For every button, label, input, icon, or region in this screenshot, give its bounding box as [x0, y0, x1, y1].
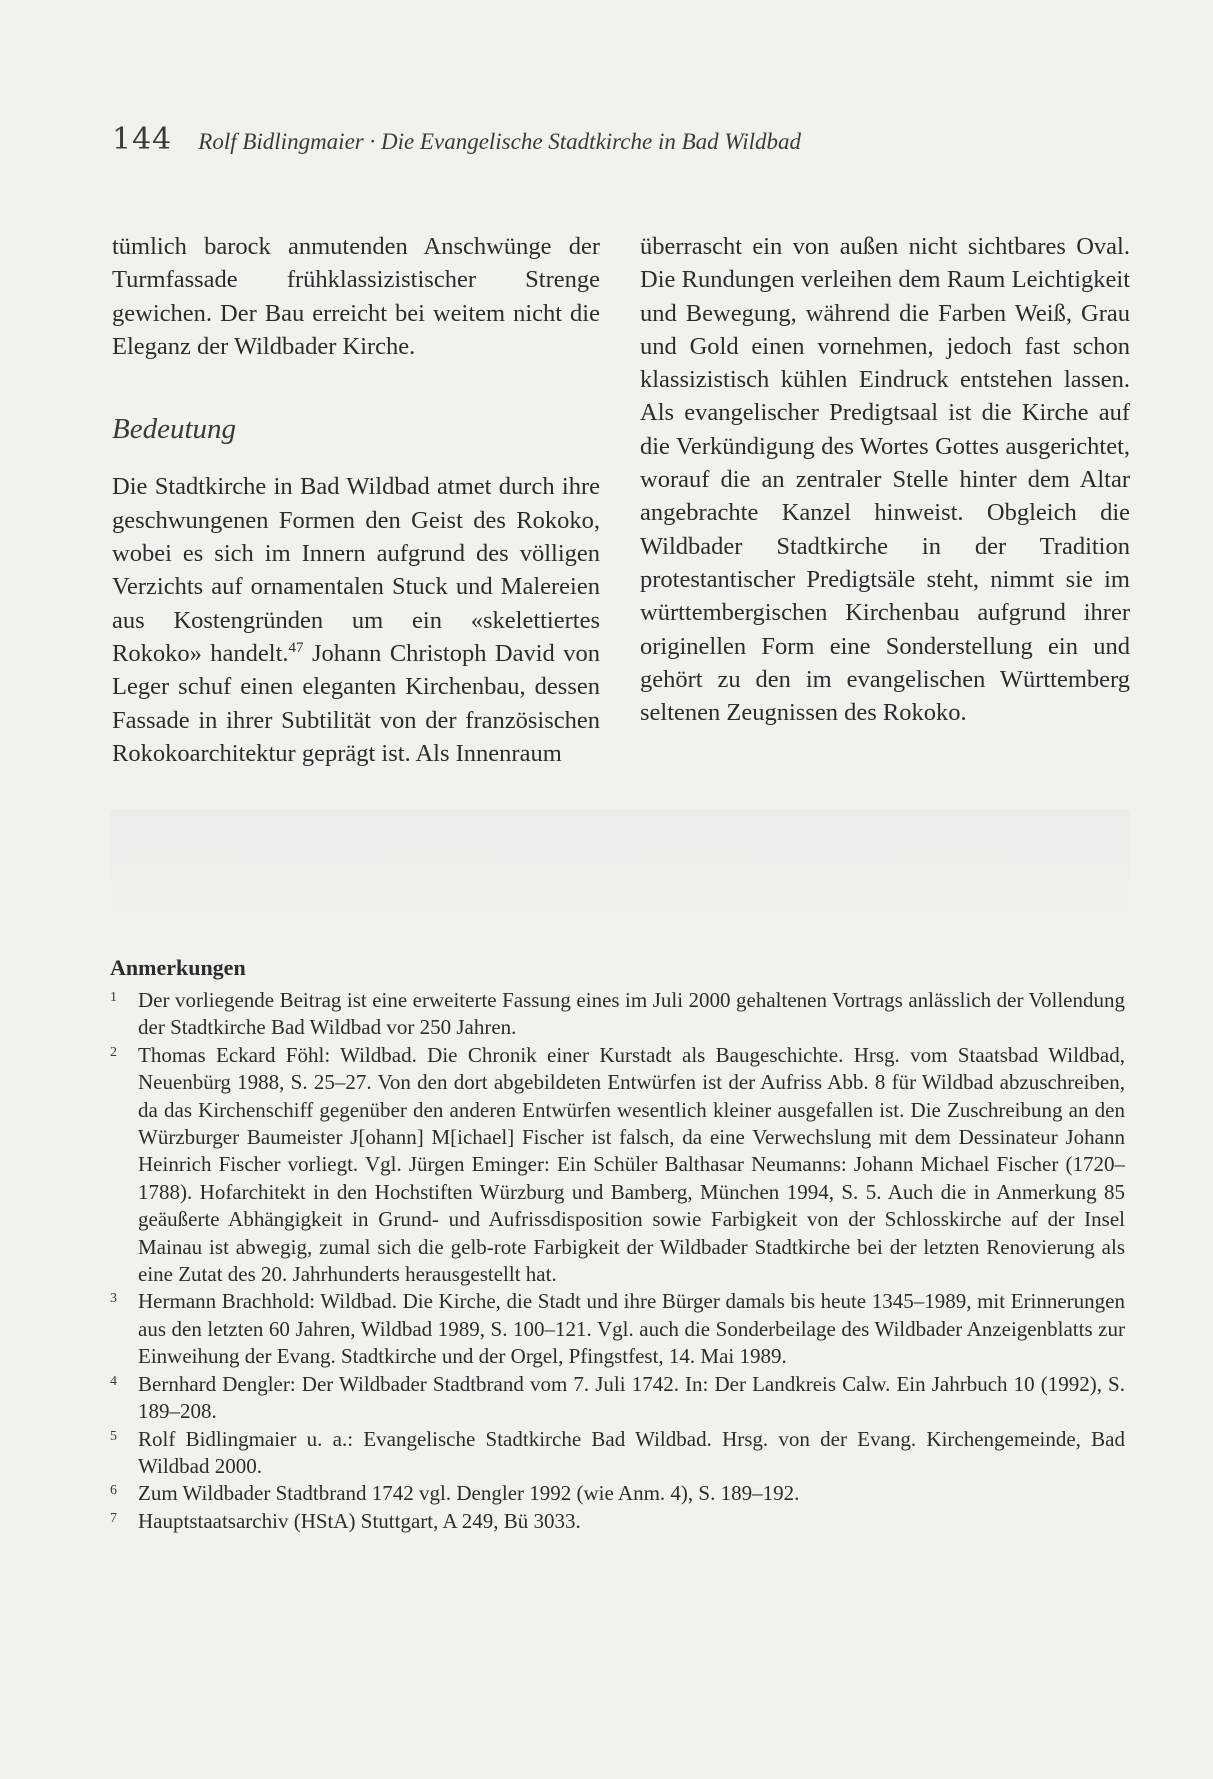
footnote: [110, 1042, 1125, 1289]
footnote-number: 1: [110, 990, 117, 1005]
footnote-number: 2: [110, 1044, 117, 1060]
footnote: [110, 987, 1125, 1042]
footnote: [110, 1371, 1125, 1426]
footnote-text: Zum Wildbader Stadtbrand 1742 vgl. Dengler 1992 (wie Anm. 4), S. 189–192.: [138, 1481, 800, 1506]
footnote-text: Bernhard Dengler: Der Wildbader Stadtbrand vom 7. Juli 1742. In: Der Landkreis Calw. Ein Jahrbuch 10 (1992), S. 189–208.: [138, 1371, 1125, 1424]
right-column: [640, 230, 1130, 729]
left-column: [112, 230, 600, 770]
left-paragraph-2-part-1: Die Stadtkirche in Bad Wildbad atmet durch ihre geschwungenen Formen den Geist des Rokoko, wobei es sich im Innern aufgrund des völligen Verzichts auf ornamentalen Stuck und Malereien aus Kostengründen um ein «skelettiertes Rokoko» handelt.: [112, 473, 600, 667]
page-number: 144: [112, 122, 173, 157]
footnote: [110, 1480, 1125, 1507]
footnote-text: Thomas Eckard Föhl: Wildbad. Die Chronik einer Kurstadt als Baugeschichte. Hrsg. vom Staatsbad Wildbad, Neuenbürg 1988, S. 25–27. Von den dort abgebildeten Entwürfen ist der Aufriss Abb. 8 für Wildbad abzuschreiben, da das Kirchenschiff gegenüber den anderen Entwürfen wesentlich kleiner ausgefallen ist. Die Zuschreibung an den Würzburger Baumeister J[ohann] M[ichael] Fischer ist falsch, da eine Verwechslung mit dem Dessinateur Johann Heinrich Fischer vorliegt. Vgl. Jürgen Eminger: Ein Schüler Balthasar Neumanns: Johann Michael Fischer (1720–1788). Hofarchitekt in den Hochstiften Würzburg und Bamberg, München 1994, S. 5. Auch die in Anmerkung 85 geäußerte Abhängigkeit in Grund- und Aufrissdisposition sowie Farbigkeit von der Schlosskirche auf der Insel Mainau ist abwegig, zumal sich die gelb-rote Farbigkeit der Wildbader Stadtkirche bei der letzten Renovierung als eine Zutat des 20. Jahrhunderts herausgestellt hat.: [138, 1042, 1125, 1287]
footnote-number: 6: [110, 1483, 117, 1499]
left-paragraph-2-part-2: Johann Christoph David von Leger schuf einen eleganten Kirchenbau, dessen Fassade in ihrer Subtilität von der französischen Rokokoarchitektur geprägt ist. Als Innenraum: [112, 639, 600, 767]
footnote-reference: 47: [288, 639, 304, 656]
footnote-text: Rolf Bidlingmaier u. a.: Evangelische Stadtkirche Bad Wildbad. Hrsg. von der Evang. Kirchengemeinde, Bad Wildbad 2000.: [138, 1426, 1125, 1478]
footnote-number: 4: [110, 1373, 117, 1389]
footnote-number: 5: [110, 1428, 117, 1444]
footnote: [110, 1288, 1125, 1370]
left-paragraph-2: [112, 470, 600, 770]
right-paragraph: überrascht ein von außen nicht sichtbares Oval. Die Rundungen verleihen dem Raum Leichtigkeit und Bewegung, während die Farben Weiß, Grau und Gold einen vornehmen, jedoch fast schon klassizistisch kühlen Eindruck entstehen lassen. Als evangelischer Predigtsaal ist die Kirche auf die Verkündigung des Wortes Gottes ausgerichtet, worauf die an zentraler Stelle hinter dem Altar angebrachte Kanzel hinweist. Obgleich die Wildbader Stadtkirche in der Tradition protestantischer Predigtsäle steht, nimmt sie im württembergischen Kirchenbau aufgrund ihrer originellen Form eine Sonderstellung ein und gehört zu den im evangelischen Württemberg seltenen Zeugnissen des Rokoko.: [640, 233, 1130, 727]
footnote: [110, 1426, 1125, 1481]
page-header: [112, 122, 1112, 162]
footnote-text: Der vorliegende Beitrag ist eine erweiterte Fassung eines im Juli 2000 gehaltenen Vortrags anlässlich der Vollendung der Stadtkirche Bad Wildbad vor 250 Jahren.: [138, 988, 1125, 1040]
paper-bleed-through: [110, 810, 1130, 920]
notes-section: [110, 955, 1125, 1535]
section-heading: Bedeutung: [112, 413, 237, 446]
footnote-text: Hauptstaatsarchiv (HStA) Stuttgart, A 249, Bü 3033.: [138, 1508, 581, 1533]
footnote-text: Hermann Brachhold: Wildbad. Die Kirche, die Stadt und ihre Bürger damals bis heute 1345–1989, mit Erinnerungen aus den letzten 60 Jahren, Wildbad 1989, S. 100–121. Vgl. auch die Sonderbeilage des Wildbader Anzeigenblatts zur Einweihung der Evang. Stadtkirche und der Orgel, Pfingstfest, 14. Mai 1989.: [138, 1289, 1125, 1369]
left-paragraph-1: tümlich barock anmutenden Anschwünge der Turmfassade frühklassizistischer Strenge gewichen. Der Bau erreicht bei weitem nicht die Eleganz der Wildbader Kirche.: [112, 233, 600, 360]
notes-heading: Anmerkungen: [110, 955, 246, 980]
running-head: Rolf Bidlingmaier · Die Evangelische Stadtkirche in Bad Wildbad: [198, 129, 802, 154]
footnote-number: 7: [110, 1510, 117, 1526]
footnote: [110, 1508, 1125, 1535]
footnote-number: 3: [110, 1291, 117, 1307]
